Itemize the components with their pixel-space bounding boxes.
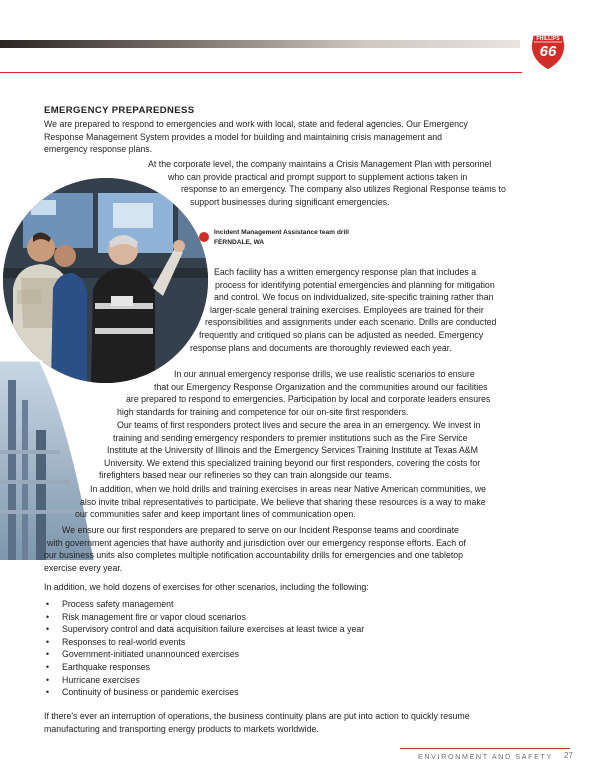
facility-line: response plans and documents are thoroughly reviewed each year.: [190, 342, 452, 353]
closing-line: manufacturing and transporting energy products to markets worldwide.: [44, 723, 319, 734]
phillips-66-shield-logo: [527, 31, 569, 73]
intro-line: emergency response plans.: [44, 144, 153, 155]
header-gradient-bar: [0, 40, 520, 48]
first-responders-line: University. We extend this specialized training beyond our first responders, covering the costs for: [104, 457, 481, 468]
corporate-paragraph: [0, 158, 506, 208]
first-responders-line: Institute at the University of Illinois and the Emergency Services Training Institute at Texas A&M: [107, 445, 478, 456]
photo-caption-title: Incident Management Assistance team drill: [214, 229, 349, 236]
closing-line: If there's ever an interruption of operations, the business continuity plans are put into action to quickly resume: [44, 711, 470, 721]
facility-line: responsibilities and assignments under each scenario. Drills are conducted: [205, 317, 497, 328]
coordination-line: with government agencies that have authority and jurisdiction over our emergency response efforts. Each of: [47, 537, 466, 548]
header-red-rule: [0, 72, 522, 73]
footer-rule: [400, 748, 570, 749]
drills-line: that our Emergency Response Organization and the communities around our facilities: [154, 381, 488, 392]
corporate-line: who can provide practical and prompt support to supplement actions taken in: [168, 171, 468, 182]
caption-marker-dot: [199, 232, 209, 242]
first-responders-line: Our teams of first responders protect lives and secure the area in an emergency. We invest in: [117, 420, 481, 430]
tribal-line: our communities safer and keep important lines of communication open.: [75, 509, 356, 520]
coordination-line: We ensure our first responders are prepared to serve on our Incident Response teams and coordinate: [62, 525, 459, 535]
first-responders-paragraph: [0, 419, 480, 482]
list-item: • Risk management fire or vapor cloud scenarios: [44, 611, 364, 624]
list-item: • Continuity of business or pandemic exercises: [44, 686, 364, 699]
list-item: • Process safety management: [44, 598, 364, 611]
list-item: • Hurricane exercises: [44, 674, 364, 687]
drills-line: are prepared to respond to emergencies. Participation by local and corporate leaders ensures: [126, 394, 491, 405]
logo-number-text: 66: [539, 43, 557, 60]
coordination-line: our business units also completes multiple notification accountability drills for emergencies and one tabletop: [44, 550, 464, 561]
first-responders-line: training and sending emergency responders to premier institutions such as the Fire Service: [113, 432, 468, 443]
drills-paragraph: [0, 368, 490, 418]
intro-paragraph: [44, 118, 468, 156]
corporate-line: support businesses during significant emergencies.: [190, 196, 390, 207]
list-item: • Responses to real-world events: [44, 636, 364, 649]
tribal-line: In addition, when we hold drills and training exercises in areas near Native American communities, we: [90, 484, 487, 494]
first-responders-line: firefighters based near our refineries so they can train alongside our teams.: [99, 470, 392, 481]
scenario-list: [44, 598, 364, 699]
facility-line: larger-scale general training exercises. Employees are trained for their: [210, 304, 484, 315]
scenarios-intro: In addition, we hold dozens of exercises for other scenarios, including the following:: [44, 582, 369, 592]
intro-line: We are prepared to respond to emergencies and work with local, state and federal agencies. Our Emergency: [44, 119, 468, 129]
coordination-line: exercise every year.: [44, 562, 123, 573]
facility-line: Each facility has a written emergency response plan that includes a: [214, 267, 477, 277]
tribal-paragraph: [0, 483, 486, 521]
intro-line: Response Management System provides a model for building and maintaining crisis management and: [44, 131, 443, 142]
list-item: • Government-initiated unannounced exercises: [44, 648, 364, 661]
facility-line: process for identifying potential emergencies and planning for mitigation: [215, 279, 495, 290]
corporate-line: At the corporate level, the company maintains a Crisis Management Plan with personnel: [148, 159, 492, 169]
drills-line: high standards for training and competence for our on-site first responders.: [117, 406, 409, 417]
logo-brand-text: PHILLIPS: [536, 36, 560, 42]
closing-paragraph: [44, 710, 470, 735]
list-item: • Supervisory control and data acquisition failure exercises at least twice a year: [44, 623, 364, 636]
drills-line: In our annual emergency response drills, we use realistic scenarios to ensure: [174, 369, 475, 379]
facility-line: frequently and critiqued so plans can be adjusted as needed. Emergency: [199, 329, 484, 340]
photo-caption-location: FERNDALE, WA: [214, 239, 265, 246]
page-number: 27: [564, 751, 573, 760]
facility-line: and control. We focus on individualized, site-specific training rather than: [214, 292, 494, 303]
facility-paragraph: [0, 266, 496, 354]
corporate-line: response to an emergency. The company also utilizes Regional Response teams to: [181, 184, 506, 195]
footer-section-title: ENVIRONMENT AND SAFETY: [418, 752, 553, 761]
coordination-paragraph: [0, 524, 466, 574]
tribal-line: also invite tribal representatives to participate. We believe that sharing these resources is a way to make: [80, 496, 486, 507]
list-item: • Earthquake responses: [44, 661, 364, 674]
section-heading: EMERGENCY PREPAREDNESS: [44, 105, 195, 116]
